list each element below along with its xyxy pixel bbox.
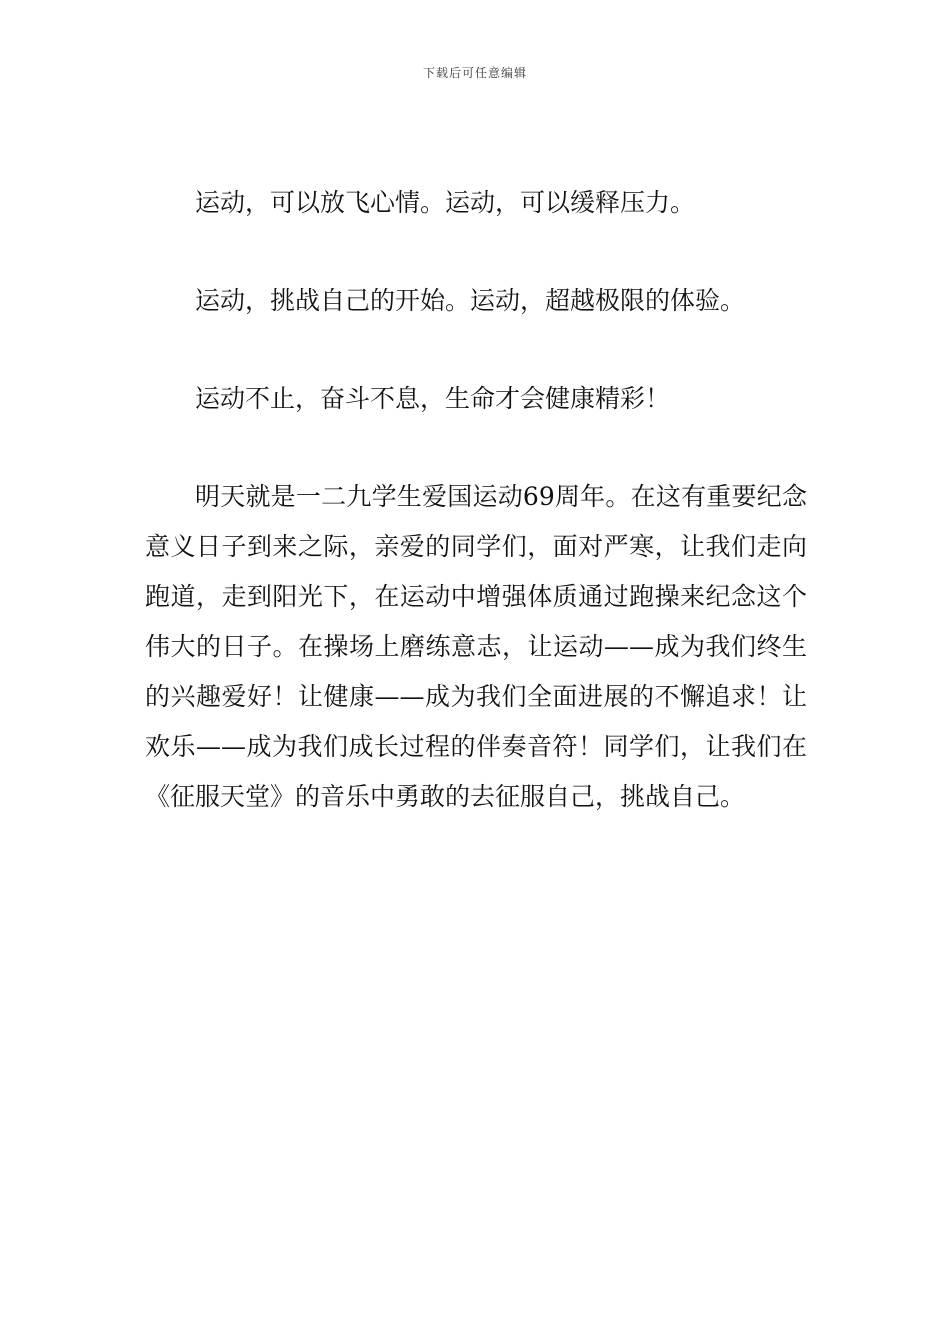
document-body <box>145 178 807 822</box>
page-header-note: 下载后可任意编辑 <box>422 66 527 80</box>
paragraph-3: 运动不止，奋斗不息，生命才会健康精彩！ <box>195 384 671 413</box>
paragraph-1: 运动，可以放飞心情。运动，可以缓释压力。 <box>195 188 696 217</box>
paragraph-4: 明天就是一二九学生爱国运动69周年。在这有重要纪念意义日子到来之际，亲爱的同学们，面对严寒，让我们走向跑道，走到阳光下，在运动中增强体质通过跑操来纪念这个伟大的日子。在操场上磨练意志，让运动——成为我们终生的兴趣爱好！让健康——成为我们全面进展的不懈追求！让欢乐——成为我们成长过程的伴奏音符！同学们，让我们在《征服天堂》的音乐中勇敢的去征服自己，挑战自己。 <box>145 482 807 811</box>
paragraph-2: 运动，挑战自己的开始。运动，超越极限的体验。 <box>195 286 746 315</box>
